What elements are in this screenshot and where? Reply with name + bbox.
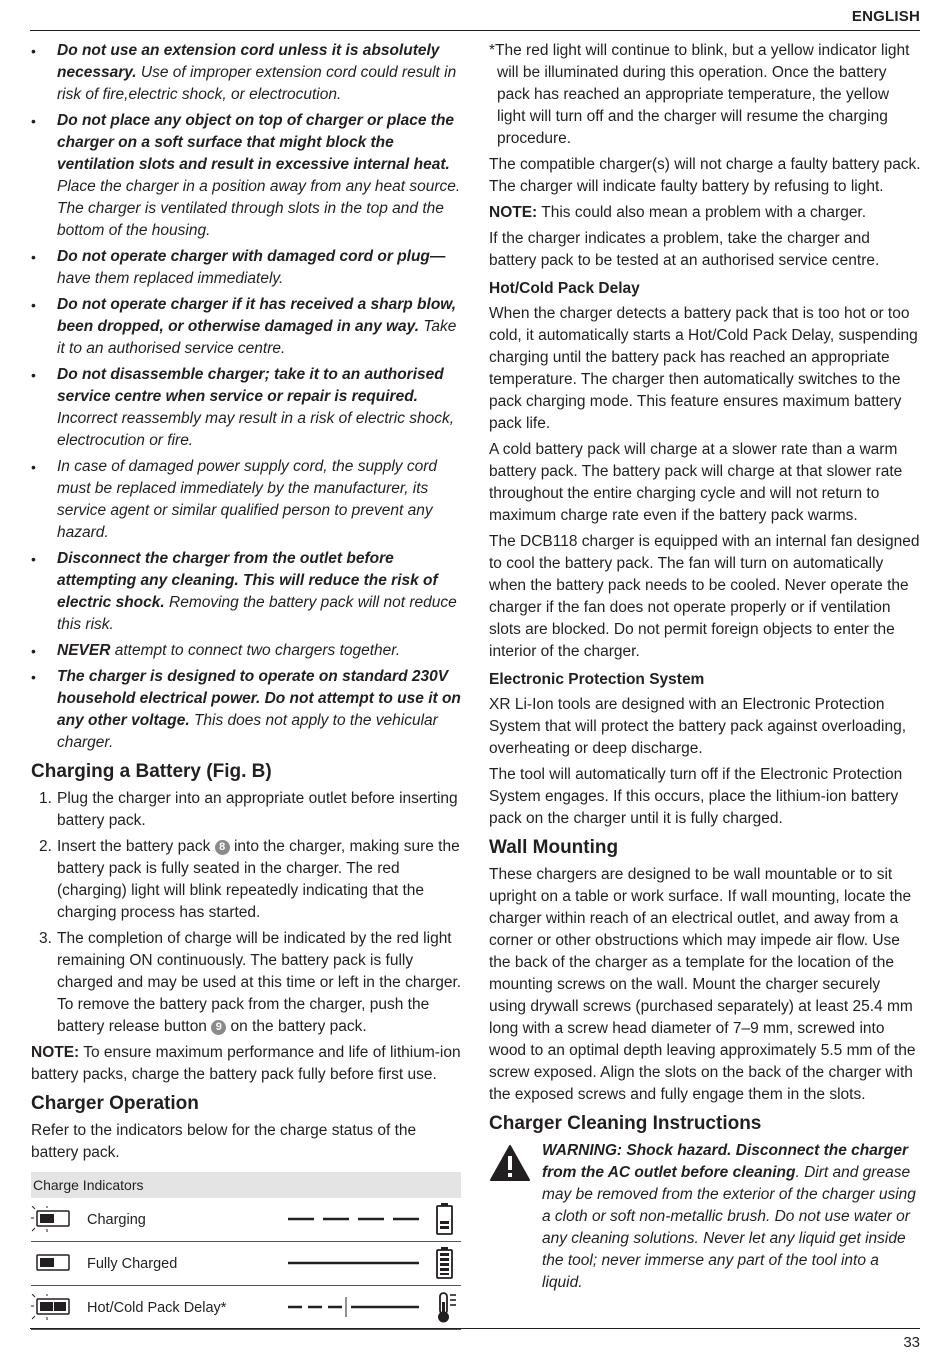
indicator-row-charging [31, 1198, 461, 1242]
language-label: ENGLISH [851, 8, 920, 25]
operation-text: Refer to the indicators below for the charge status of the battery pack. [31, 1122, 417, 1161]
hot-cold-paragraph: A cold battery pack will charge at a slower rate than a warm battery pack. The battery pack will charge at that slower rate throughout the entire charging cycle and will not return to maximum charge rate even if the battery pack warms. [489, 441, 903, 524]
callout-badge: 9 [211, 1020, 226, 1035]
mixed-pattern-icon [286, 1294, 421, 1320]
callout-badge: 8 [215, 840, 230, 855]
note-paragraph: NOTE: This could also mean a problem with a charger. [489, 204, 867, 221]
left-column [31, 40, 463, 1330]
warning-triangle-icon [489, 1144, 531, 1182]
indicator-label: Hot/Cold Pack Delay* [87, 1300, 227, 1316]
step-item: 3. The completion of charge will be indicated by the red light remaining ON continuously. The battery pack is fully charged and may be used at this time or left in the charger. To remove the battery pack from the charger, push the battery release button 9 on the battery pack. [39, 930, 462, 1035]
star-note: *The red light will continue to blink, but a yellow indicator light will be illuminated during this operation. Once the battery pack has reached an appropriate temperature, the yellow light will turn off and the charger will resume the charging procedure. [489, 42, 910, 147]
cleaning-warning: WARNING: Shock hazard. Disconnect the charger from the AC outlet before cleaning. Dirt and grease may be removed from the exterior of the charger using a cloth or soft non-metallic brush. Do not use water or any cleaning solutions. Never let any liquid get inside the tool; never immerse any part of the tool into a liquid. [489, 1140, 921, 1294]
hot-cold-heading: Hot/Cold Pack Delay [489, 280, 640, 297]
bullet-item: • NEVER attempt to connect two chargers together. [31, 640, 463, 662]
charge-indicators-title: Charge Indicators [31, 1172, 461, 1198]
blinking-dual-led-icon [31, 1294, 73, 1320]
page-number: 33 [903, 1334, 920, 1351]
step-item: 1. Plug the charger into an appropriate outlet before inserting battery pack. [39, 790, 458, 829]
eps-heading: Electronic Protection System [489, 671, 705, 688]
indicator-row-fully-charged [31, 1242, 461, 1286]
bullet-item: • Do not operate charger with damaged cord or plug— have them replaced immediately. [31, 246, 463, 290]
hot-cold-paragraph: When the charger detects a battery pack that is too hot or too cold, it automatically starts a Hot/Cold Pack Delay, suspending charging until the battery pack has reached an appropriate temperature. The charger then automatically switches to the pack charging mode. This feature ensures maximum battery pack life. [489, 305, 918, 432]
dashed-pattern-icon [286, 1206, 421, 1232]
indicator-row-hot-cold-delay [31, 1286, 461, 1330]
eps-paragraph: The tool will automatically turn off if the Electronic Protection System engages. If this occurs, place the lithium-ion battery pack on the charger until it is fully charged. [489, 766, 903, 827]
operation-heading: Charger Operation [31, 1093, 199, 1114]
indicator-label: Charging [87, 1212, 146, 1228]
bullet-item: • Do not use an extension cord unless it is absolutely necessary. Use of improper extension cord could result in risk of fire,electric shock, or electrocution. [31, 40, 463, 106]
bullet-item: • The charger is designed to operate on standard 230V household electrical power. Do not attempt to use it on any other voltage. This does not apply to the vehicular charger. [31, 666, 463, 754]
bullet-item: • Disconnect the charger from the outlet before attempting any cleaning. This will reduce the risk of electric shock. Removing the battery pack will not reduce this risk. [31, 548, 463, 636]
right-column [489, 40, 921, 1294]
header-rule [30, 30, 920, 31]
charge-indicators-table [31, 1172, 461, 1330]
footer-rule [30, 1328, 920, 1329]
wall-mounting-heading: Wall Mounting [489, 837, 619, 858]
charging-heading: Charging a Battery (Fig. B) [31, 761, 272, 782]
solid-pattern-icon [286, 1250, 421, 1276]
bullet-item: • In case of damaged power supply cord, the supply cord must be replaced immediately by the manufacturer, its service agent or similar qualified person to prevent any hazard. [31, 456, 463, 544]
bullet-item: • Do not operate charger if it has received a sharp blow, been dropped, or otherwise damaged in any way. Take it to an authorised service centre. [31, 294, 463, 360]
battery-charging-icon [435, 1202, 455, 1236]
safety-bullet-list [31, 40, 463, 754]
cleaning-heading: Charger Cleaning Instructions [489, 1113, 762, 1134]
eps-paragraph: XR Li-Ion tools are designed with an Electronic Protection System that will protect the battery pack against overloading, overheating or deep discharge. [489, 696, 906, 757]
bullet-item: • Do not disassemble charger; take it to an authorised service centre when service or repair is required. Incorrect reassembly may result in a risk of electric shock, electrocution or fire. [31, 364, 463, 452]
note-paragraph: NOTE: To ensure maximum performance and life of lithium-ion battery packs, charge the battery pack fully before first use. [31, 1044, 461, 1083]
indicator-label: Fully Charged [87, 1256, 178, 1272]
problem-text: If the charger indicates a problem, take the charger and battery pack to be tested at an authorised service centre. [489, 230, 880, 269]
faulty-pack-text: The compatible charger(s) will not charge a faulty battery pack. The charger will indicate faulty battery by refusing to light. [489, 156, 921, 195]
battery-full-icon [435, 1246, 455, 1280]
bullet-item: • Do not place any object on top of charger or place the charger on a soft surface that might block the ventilation slots and result in excessive internal heat. Place the charger in a position away from any heat source. The charger is ventilated through slots in the top and the bottom of the housing. [31, 110, 463, 242]
charging-steps [31, 788, 463, 1038]
wall-mounting-paragraph: These chargers are designed to be wall mountable or to sit upright on a table or work surface. If wall mounting, locate the charger within reach of an electrical outlet, and away from a corner or other obstructions which may impede air flow. Use the back of the charger as a template for the location of the mounting screws on the wall. Mount the charger securely using drywall screws (purchased separately) at least 25.4 mm long with a screw head diameter of 7–9 mm, screwed into wood to an optimal depth leaving approximately 5.5 mm of the screw exposed. Align the slots on the back of the charger with the exposed screws and fully engage them in the slots. [489, 866, 916, 1103]
blinking-led-icon [31, 1206, 73, 1232]
hot-cold-paragraph: The DCB118 charger is equipped with an internal fan designed to cool the battery pack. The fan will turn on automatically when the battery pack needs to be cooled. Never operate the charger if the fan does not operate properly or if ventilation slots are blocked. Do not permit foreign objects to enter the interior of the charger. [489, 533, 920, 660]
solid-led-icon [31, 1250, 73, 1276]
thermometer-icon [435, 1290, 459, 1324]
step-item: 2. Insert the battery pack 8 into the charger, making sure the battery pack is fully seated in the charger. The red (charging) light will blink repeatedly indicating that the charging process has started. [39, 838, 460, 921]
